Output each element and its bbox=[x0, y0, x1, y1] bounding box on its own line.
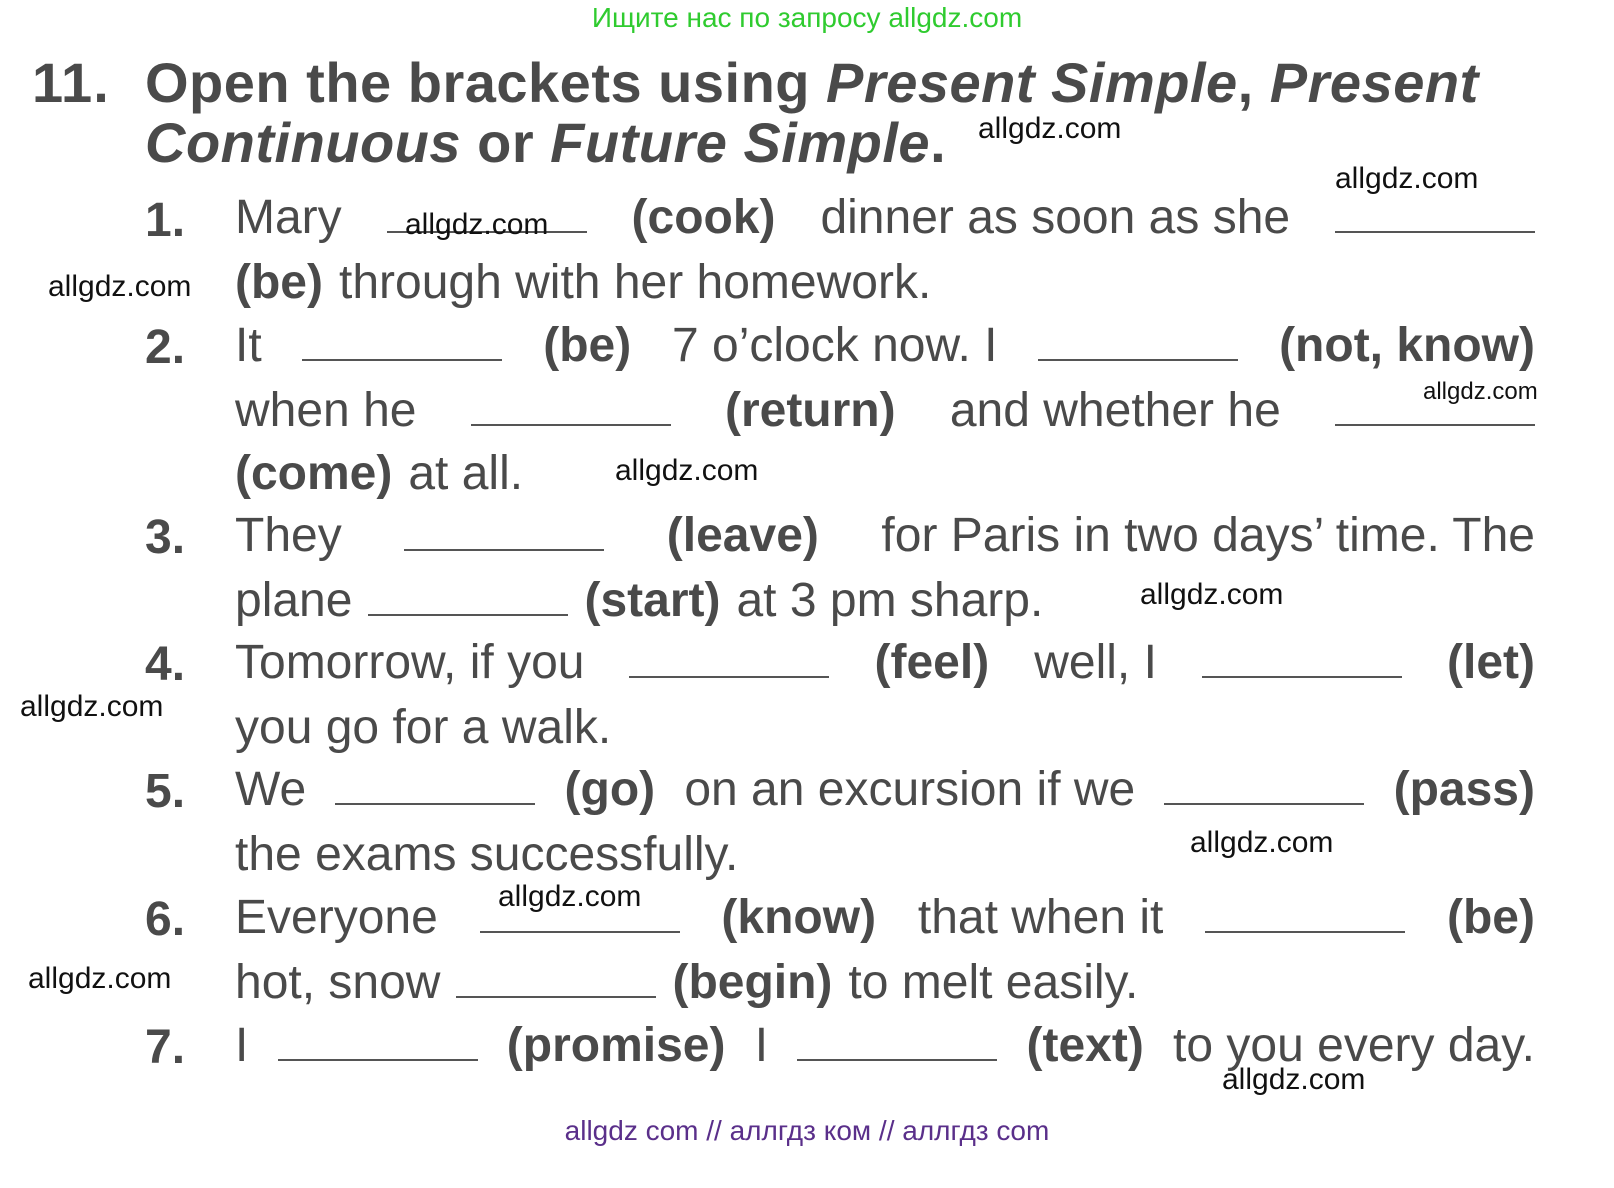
answer-blank[interactable] bbox=[480, 927, 680, 933]
watermark: allgdz.com bbox=[28, 962, 172, 995]
item-1-number: 1. bbox=[145, 194, 186, 247]
watermark: allgdz.com bbox=[498, 880, 642, 913]
item-5-line-2: the exams successfully. bbox=[235, 828, 739, 881]
item-3-line-1: They (leave) for Paris in two days’ time. The bbox=[235, 509, 1535, 562]
answer-blank[interactable] bbox=[1335, 420, 1535, 426]
item-5-line-1: We (go) on an excursion if we (pass) bbox=[235, 763, 1535, 816]
item-6-line-1: Everyone (know) that when it (be) bbox=[235, 891, 1535, 944]
answer-blank[interactable] bbox=[1038, 355, 1238, 361]
watermark: allgdz.com bbox=[615, 454, 759, 487]
answer-blank[interactable] bbox=[1205, 927, 1405, 933]
answer-blank[interactable] bbox=[471, 420, 671, 426]
item-2-number: 2. bbox=[145, 321, 186, 374]
item-2-line-1: It (be) 7 o’clock now. I (not, know) bbox=[235, 319, 1535, 372]
answer-blank[interactable] bbox=[797, 1055, 997, 1061]
answer-blank[interactable] bbox=[629, 672, 829, 678]
footer-links[interactable]: allgdz com // аллгдз ком // аллгдз com bbox=[564, 1115, 1050, 1146]
watermark: allgdz.com bbox=[1335, 162, 1479, 195]
exercise-title-line-1: Open the brackets using Present Simple, Present bbox=[145, 51, 1479, 114]
item-7-number: 7. bbox=[145, 1021, 186, 1074]
item-6-line-2: hot, snow (begin) to melt easily. bbox=[235, 956, 1139, 1009]
watermark: allgdz.com bbox=[1190, 826, 1334, 859]
answer-blank[interactable] bbox=[368, 610, 568, 616]
watermark: allgdz.com bbox=[20, 690, 164, 723]
item-2-line-2: when he (return) and whether he bbox=[235, 383, 1535, 438]
watermark: allgdz.com bbox=[405, 208, 549, 241]
answer-blank[interactable] bbox=[335, 799, 535, 805]
item-3-line-2: plane (start) at 3 pm sharp. bbox=[235, 574, 1044, 627]
top-search-link[interactable]: Ищите нас по запросу allgdz.com bbox=[591, 2, 1023, 33]
item-4-line-2: you go for a walk. bbox=[235, 701, 612, 754]
answer-blank[interactable] bbox=[1164, 799, 1364, 805]
item-5-number: 5. bbox=[145, 765, 186, 818]
exercise-number: 11. bbox=[32, 51, 110, 114]
watermark: allgdz.com bbox=[1140, 578, 1284, 611]
item-4-number: 4. bbox=[145, 638, 186, 691]
answer-blank[interactable] bbox=[1202, 672, 1402, 678]
item-4-line-1: Tomorrow, if you (feel) well, I (let) bbox=[235, 636, 1535, 689]
watermark: allgdz.com bbox=[48, 270, 192, 303]
watermark: allgdz.com bbox=[1222, 1063, 1366, 1096]
exercise-title-line-2: Continuous or Future Simple. bbox=[145, 111, 947, 174]
answer-blank[interactable] bbox=[1335, 227, 1535, 233]
item-7-line-1: I (promise) I (text) to you every day. bbox=[235, 1019, 1535, 1072]
answer-blank[interactable] bbox=[278, 1055, 478, 1061]
item-3-number: 3. bbox=[145, 511, 186, 564]
item-1-line-1: Mary (cook) dinner as soon as she bbox=[235, 190, 1535, 245]
watermark: allgdz.com bbox=[1423, 378, 1538, 405]
answer-blank[interactable] bbox=[404, 545, 604, 551]
item-2-line-3: (come) at all. bbox=[235, 447, 524, 500]
answer-blank[interactable] bbox=[302, 355, 502, 361]
item-6-number: 6. bbox=[145, 893, 186, 946]
watermark: allgdz.com bbox=[978, 112, 1122, 145]
answer-blank[interactable] bbox=[456, 992, 656, 998]
item-1-line-2: (be) through with her homework. bbox=[235, 256, 932, 309]
